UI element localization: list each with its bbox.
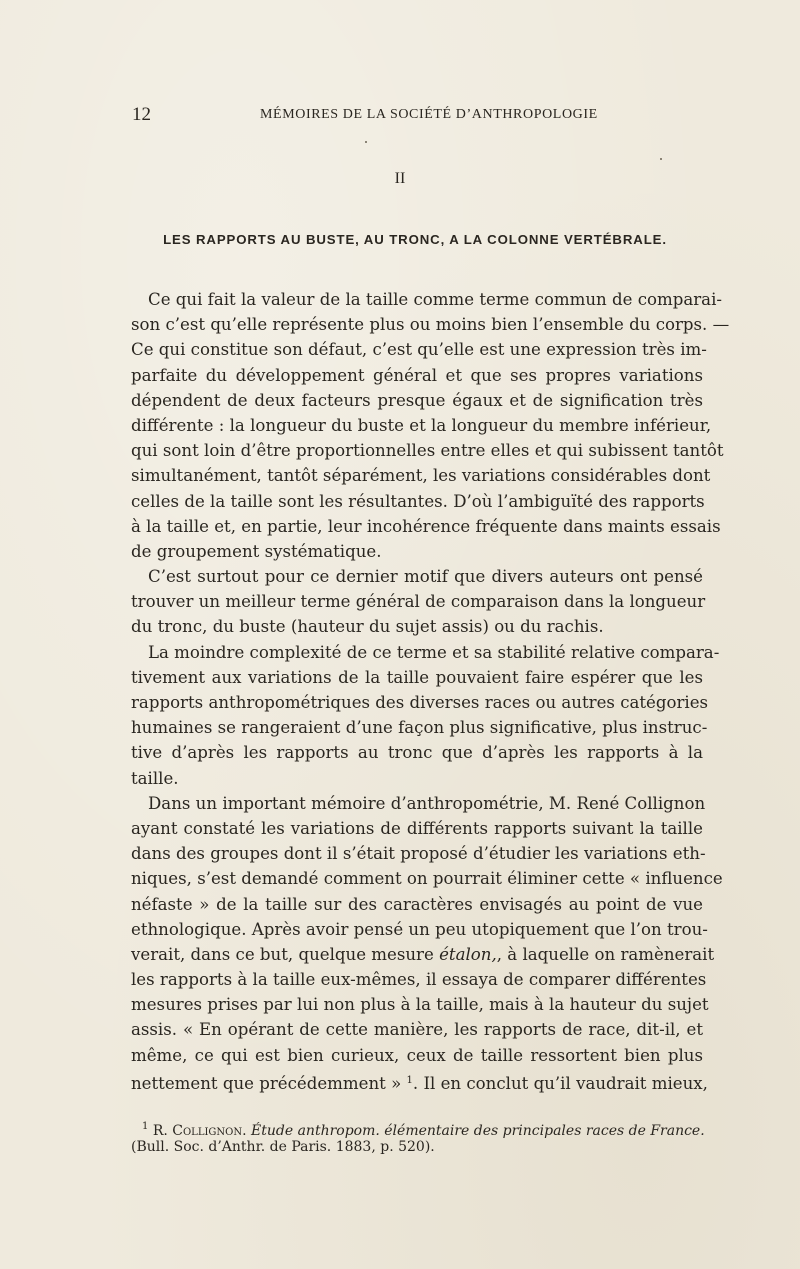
text-line: son c’est qu’elle représente plus ou moins bien l’ensemble du corps. — (131, 315, 730, 335)
text-line: humaines se rangeraient d’une façon plus significative, plus instruc- (131, 718, 708, 738)
text-line: dépendent de deux facteurs presque égaux et de signification très (131, 390, 703, 410)
text-line-with-italic (131, 942, 715, 967)
text-line: différente : la longueur du buste et la longueur du membre inférieur, (131, 415, 712, 435)
text-line: rapports anthropométriques des diverses races ou autres catégories (131, 693, 709, 712)
text-line: tive d’après les rapports au tronc que d’après les rapports à la (131, 743, 703, 763)
text-line: simultanément, tantôt séparément, les variations considérables dont (131, 466, 711, 486)
text-line: de groupement systématique. (131, 541, 382, 561)
paper-speck (365, 141, 367, 143)
text-line: parfaite du développement général et que ses propres variations (131, 365, 703, 385)
text-line: taille. (131, 768, 179, 788)
footnote (131, 1116, 703, 1158)
italic-term: étalon, (439, 944, 497, 964)
paper-speck (660, 158, 662, 160)
text-fragment: . Il en conclut qu’il vaudrait mieux, (412, 1073, 708, 1093)
text-line: Ce qui fait la valeur de la taille comme terme commun de comparai- (148, 290, 722, 309)
text-line-with-note (131, 1068, 708, 1093)
text-line: néfaste » de la taille sur des caractères envisagés au point de vue (131, 894, 703, 914)
text-line: du tronc, du buste (hauteur du sujet assis) ou du rachis. (131, 617, 604, 637)
text-line: ethnologique. Après avoir pensé un peu utopiquement que l’on trou- (131, 919, 708, 939)
running-title: MÉMOIRES DE LA SOCIÉTÉ D’ANTHROPOLOGIE (260, 107, 598, 122)
section-title: LES RAPPORTS AU BUSTE, AU TRONC, A LA COLONNE VERTÉBRALE. (163, 232, 667, 247)
body-text (131, 287, 730, 1093)
text-line: celles de la taille sont les résultantes. D’où l’ambiguïté des rapports (131, 491, 705, 511)
text-line: Dans un important mémoire d’anthropométrie, M. René Collignon (148, 793, 706, 813)
running-head (132, 104, 672, 126)
text-line: assis. « En opérant de cette manière, les rapports de race, dit-il, et (131, 1020, 703, 1040)
text-line: à la taille et, en partie, leur incohérence fréquente dans maints essais (131, 516, 721, 536)
text-line: même, ce qui est bien curieux, ceux de taille ressortent bien plus (131, 1045, 703, 1065)
page-number: 12 (132, 104, 151, 125)
footnote-title: Étude anthropom. élémentaire des principales races de France. (251, 1123, 705, 1139)
footnote-ref: 1 (406, 1074, 413, 1086)
text-line: mesures prises par lui non plus à la taille, mais à la hauteur du sujet (131, 995, 709, 1015)
text-line: dans des groupes dont il s’était proposé d’étudier les variations eth- (131, 844, 706, 864)
footnote-source: (Bull. Soc. d’Anthr. de Paris. 1883, p. 520). (131, 1139, 435, 1155)
text-fragment: , à laquelle on ramènerait (496, 944, 715, 964)
text-line: tivement aux variations de la taille pouvaient faire espérer que les (131, 667, 703, 687)
text-line: ayant constaté les variations de différents rapports suivant la taille (131, 818, 703, 838)
footnote-author: R. Collignon. (152, 1123, 247, 1139)
text-line: niques, s’est demandé comment on pourrait éliminer cette « influence (131, 869, 723, 889)
section-number: II (394, 170, 406, 187)
text-line: qui sont loin d’être proportionnelles entre elles et qui subissent tantôt (131, 441, 724, 461)
text-line: Ce qui constitue son défaut, c’est qu’elle est une expression très im- (131, 340, 707, 360)
text-line: La moindre complexité de ce terme et sa stabilité relative compara- (148, 642, 720, 662)
text-fragment: verait, dans ce but, quelque mesure (131, 944, 434, 964)
text-line: les rapports à la taille eux-mêmes, il essaya de comparer différentes (131, 970, 707, 990)
footnote-marker: 1 (142, 1121, 149, 1132)
text-line: trouver un meilleur terme général de comparaison dans la longueur (131, 592, 706, 612)
text-fragment: nettement que précédemment » (131, 1073, 402, 1093)
text-line: C’est surtout pour ce dernier motif que divers auteurs ont pensé (148, 567, 703, 587)
footnote-line (131, 1116, 703, 1137)
